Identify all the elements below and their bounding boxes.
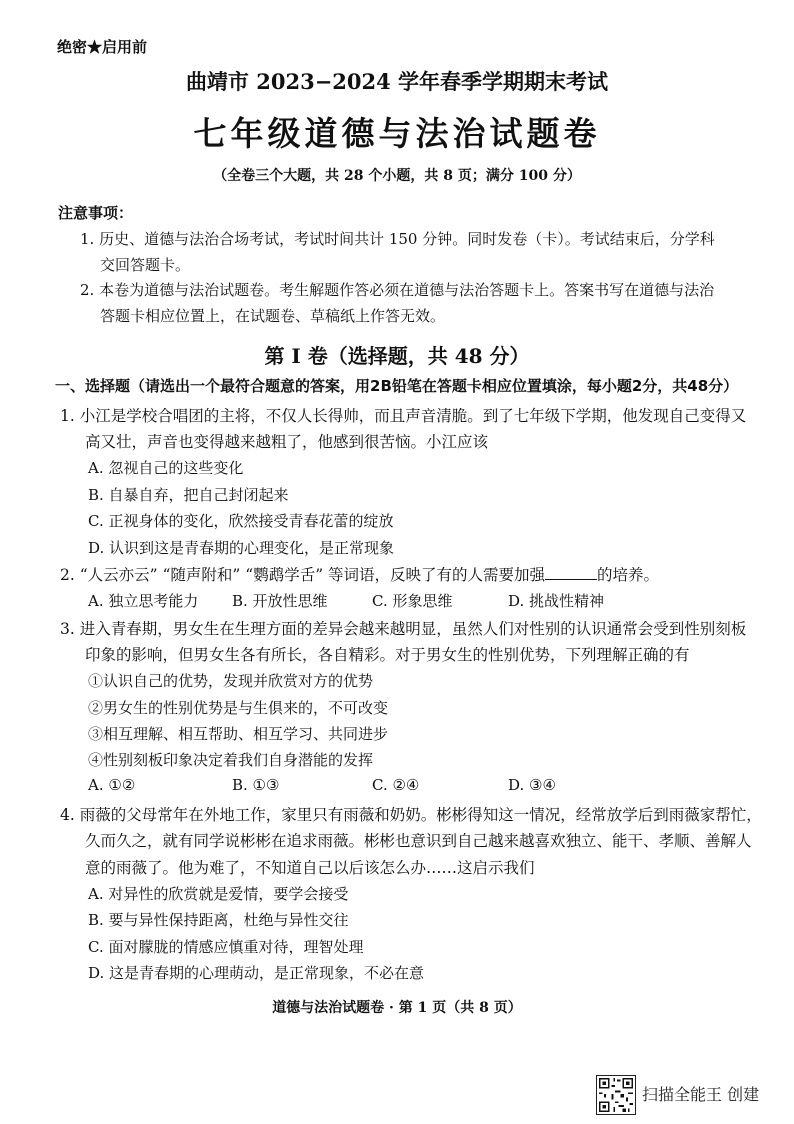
q2-stem-after: 的培养。 (597, 566, 660, 584)
q3-stem-cont: 印象的影响，但男女生各有所长，各自精彩。对于男女生的性别优势，下列理解正确的有 (85, 646, 690, 664)
section-heading: 一、选择题（请选出一个最符合题意的答案，用2B铅笔在答题卡相应位置填涂，每小题2分，共48分） (55, 377, 739, 395)
notice-title: 注意事项： (58, 204, 134, 222)
q1-option-b: B. 自暴自弃，把自己封闭起来 (88, 486, 289, 504)
q4-option-b: B. 要与异性保持距离，杜绝与异性交往 (88, 911, 349, 929)
q4-option-d: D. 这是青春期的心理萌动，是正常现象，不必在意 (88, 964, 425, 982)
qr-code-icon (596, 1075, 636, 1115)
q4-stem-cont-2: 意的雨薇了。他为难了，不知道自己以后该怎么办……这启示我们 (85, 859, 535, 877)
q1-stem: 1. 小江是学校合唱团的主将，不仅人长得帅，而且声音清脆。到了七年级下学期，他发现自己变得又 (60, 407, 747, 425)
answer-blank (545, 565, 597, 580)
q3-statement-3: ③相互理解、相互帮助、相互学习、共同进步 (88, 725, 389, 743)
q1-option-d: D. 认识到这是青春期的心理变化，是正常现象 (88, 539, 395, 557)
q2-option-c: C. 形象思维 (372, 592, 453, 610)
notice-item-2: 2. 本卷为道德与法治试题卷。考生解题作答必须在道德与法治答题卡上。答案书写在道德与法治 (80, 281, 715, 299)
notice-item-1: 1. 历史、道德与法治合场考试，考试时间共计 150 分钟。同时发卷（卡）。考试结束后，分学科 (80, 230, 715, 248)
q2-stem (60, 563, 659, 585)
exam-scope: （全卷三个大题，共 28 个小题，共 8 页；满分 100 分） (213, 168, 581, 184)
q3-statement-2: ②男女生的性别优势是与生俱来的，不可改变 (88, 699, 389, 717)
qr-code-graphic (597, 1076, 635, 1114)
notice-item-2-cont: 答题卡相应位置上，在试题卷、草稿纸上作答无效。 (100, 307, 446, 325)
notice-item-1-cont: 交回答题卡。 (100, 256, 191, 274)
confidential-label: 绝密★启用前 (57, 38, 148, 56)
q2-option-b: B. 开放性思维 (232, 592, 328, 610)
q3-option-a: A. ①② (88, 776, 136, 794)
exam-title: 曲靖市 2023−2024 学年春季学期期末考试 (185, 69, 609, 94)
q3-option-b: B. ①③ (232, 776, 280, 794)
subject-title: 七年级道德与法治试题卷 (193, 114, 601, 153)
q2-option-a: A. 独立思考能力 (88, 592, 199, 610)
q3-statement-1: ①认识自己的优势，发现并欣赏对方的优势 (88, 672, 374, 690)
q3-statement-4: ④性别刻板印象决定着我们自身潜能的发挥 (88, 751, 374, 769)
q1-option-a: A. 忽视自己的这些变化 (88, 459, 244, 477)
page-footer: 道德与法治试题卷 · 第 1 页（共 8 页） (272, 1000, 522, 1016)
q4-stem: 4. 雨薇的父母常年在外地工作，家里只有雨薇和奶奶。彬彬得知这一情况，经常放学后到雨薇家帮忙， (60, 806, 762, 824)
q4-option-c: C. 面对朦胧的情感应慎重对待，理智处理 (88, 938, 364, 956)
q3-stem: 3. 进入青春期，男女生在生理方面的差异会越来越明显，虽然人们对性别的认识通常会受到性别刻板 (60, 620, 747, 638)
part1-title: 第 I 卷（选择题，共 48 分） (264, 344, 530, 368)
q3-option-c: C. ②④ (372, 776, 420, 794)
q2-option-d: D. 挑战性精神 (508, 592, 605, 610)
q2-stem-before: 2. “人云亦云” “随声附和” “鹦鹉学舌” 等词语，反映了有的人需要加强 (60, 566, 546, 584)
q4-stem-cont-1: 久而久之，就有同学说彬彬在追求雨薇。彬彬也意识到自己越来越喜欢独立、能干、孝顺、善解人 (85, 832, 752, 850)
q3-option-d: D. ③④ (508, 776, 556, 794)
q1-stem-cont: 高又壮，声音也变得越来越粗了，他感到很苦恼。小江应该 (85, 433, 489, 451)
scanner-watermark: 扫描全能王 创建 (642, 1085, 760, 1104)
q1-option-c: C. 正视身体的变化，欣然接受青春花蕾的绽放 (88, 512, 394, 530)
q4-option-a: A. 对异性的欣赏就是爱情，要学会接受 (88, 885, 349, 903)
